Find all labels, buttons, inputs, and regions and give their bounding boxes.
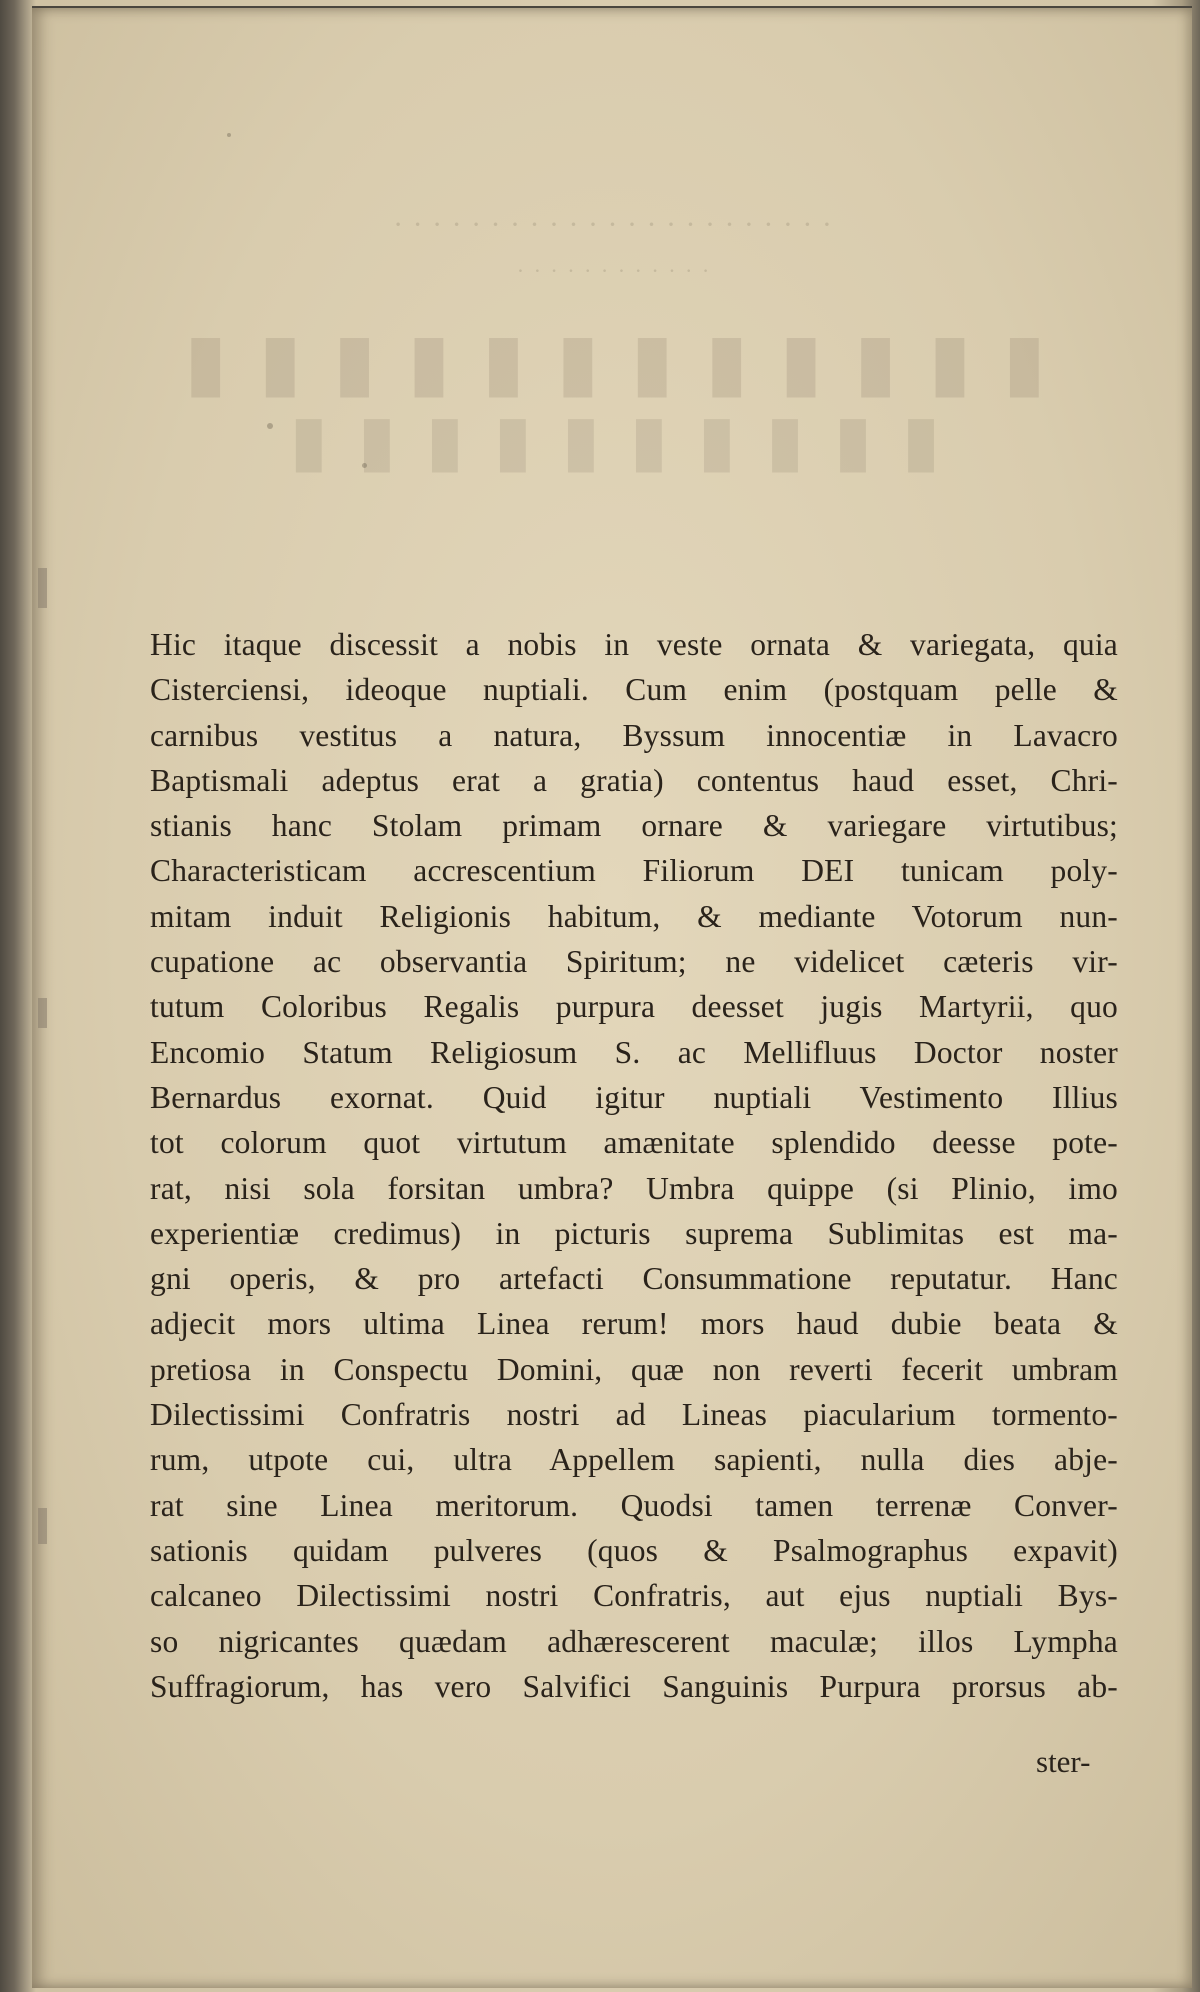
text-line: carnibus vestitus a natura, Byssum innocentiæ in Lavacro — [150, 717, 1118, 753]
text-line: gni operis, & pro artefacti Consummatione reputatur. Hanc — [150, 1261, 1118, 1297]
text-line: cupatione ac observantia Spiritum; ne videlicet cæteris vir- — [150, 944, 1118, 980]
binding-mark — [38, 998, 47, 1028]
text-line: tutum Coloribus Regalis purpura deesset jugis Martyrii, quo — [150, 989, 1118, 1025]
text-line: calcaneo Dilectissimi nostri Confratris, aut ejus nuptiali Bys- — [150, 1578, 1118, 1614]
paper-speck — [362, 463, 367, 468]
text-line: mitam induit Religionis habitum, & mediante Votorum nun- — [150, 898, 1118, 934]
text-line: experientiæ credimus) in picturis suprema Sublimitas est ma- — [150, 1215, 1118, 1251]
bleed-through-ghost: ▮ ▮ ▮ ▮ ▮ ▮ ▮ ▮ ▮ ▮ ▮ ▮ — [178, 318, 1046, 405]
binding-mark — [38, 1508, 47, 1544]
catchword: ster- — [1036, 1744, 1091, 1779]
text-line: rat sine Linea meritorum. Quodsi tamen terrenæ Conver- — [150, 1487, 1118, 1523]
text-line: stianis hanc Stolam primam ornare & variegare virtutibus; — [150, 808, 1118, 844]
text-line: Suffragiorum, has vero Salvifici Sanguinis Purpura prorsus ab- — [150, 1668, 1118, 1704]
text-line: adjecit mors ultima Linea rerum! mors haud dubie beata & — [150, 1306, 1118, 1342]
text-line: so nigricantes quædam adhærescerent maculæ; illos Lympha — [150, 1623, 1118, 1659]
text-line: Baptismali adeptus erat a gratia) contentus haud esset, Chri- — [150, 762, 1118, 798]
bleed-through-ghost: · · · · · · · · · · · · — [514, 258, 710, 283]
text-line: Hic itaque discessit a nobis in veste ornata & variegata, quia — [150, 627, 1118, 662]
body-text — [150, 622, 1118, 1709]
paper-speck — [267, 423, 273, 429]
binding-mark — [38, 568, 47, 608]
paper-speck — [227, 133, 231, 137]
text-line: rat, nisi sola forsitan umbra? Umbra quippe (si Plinio, imo — [150, 1170, 1118, 1206]
text-line: sationis quidam pulveres (quos & Psalmographus expavit) — [150, 1532, 1118, 1568]
text-line: Characteristicam accrescentium Filiorum DEI tunicam poly- — [150, 853, 1118, 889]
text-line: Bernardus exornat. Quid igitur nuptiali Vestimento Illius — [150, 1079, 1118, 1115]
bleed-through-ghost: · · · · · · · · · · · · · · · · · · · · · · · — [392, 208, 832, 241]
text-line: rum, utpote cui, ultra Appellem sapienti, nulla dies abje- — [150, 1442, 1118, 1478]
text-line: Encomio Statum Religiosum S. ac Mellifluus Doctor noster — [150, 1034, 1118, 1070]
text-line: pretiosa in Conspectu Domini, quæ non reverti fecerit umbram — [150, 1351, 1118, 1387]
text-line: tot colorum quot virtutum amænitate splendido deesse pote- — [150, 1125, 1118, 1161]
text-line: Cisterciensi, ideoque nuptiali. Cum enim (postquam pelle & — [150, 672, 1118, 708]
bleed-through-ghost: ▮ ▮ ▮ ▮ ▮ ▮ ▮ ▮ ▮ ▮ — [283, 403, 941, 480]
text-line: Dilectissimi Confratris nostri ad Lineas piacularium tormento- — [150, 1397, 1118, 1433]
